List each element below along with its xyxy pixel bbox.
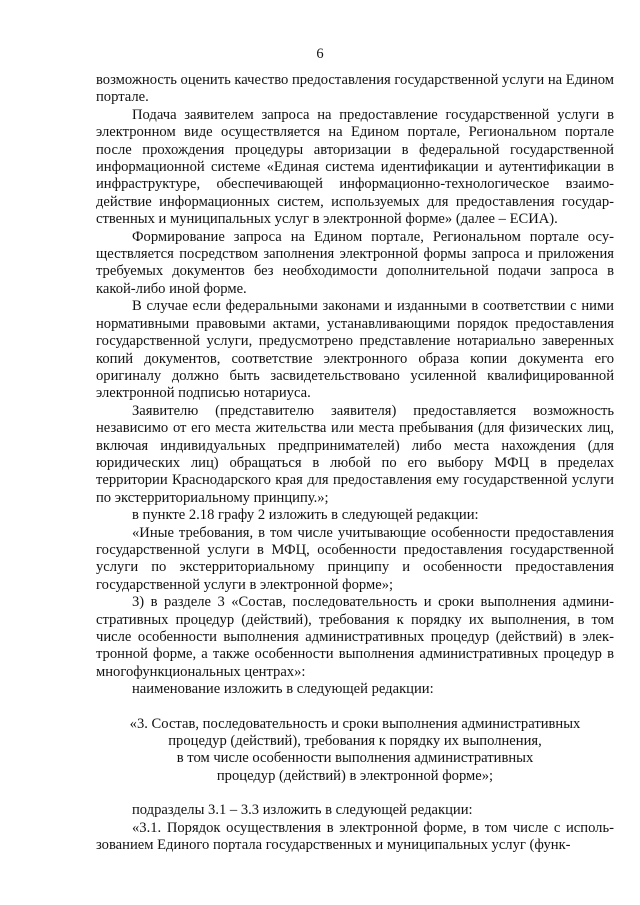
paragraph-other-requirements: «Иные требования, в том числе учитывающие особенности предоставления государственной услуги в МФЦ, особенности предоставления государственной услуги по экстерриториальному принципу и особенности предоставления государственной услуги в электронной форме»; — [96, 524, 614, 593]
heading-line: «3. Состав, последовательность и сроки выполнения административных — [129, 715, 581, 732]
paragraph-subsections-instruction: подразделы 3.1 – 3.3 изложить в следующей редакции: — [132, 802, 473, 819]
paragraph-item-2-18: в пункте 2.18 графу 2 изложить в следующей редакции: — [132, 507, 479, 524]
paragraph-section-3: 3) в разделе 3 «Состав, последовательность и сроки выполнения административных процедур (действий), требования к порядку их выполнения, в том числе особенности выполнения административных процедур (действий) в электронной форме, а также особенности выполнения административных процедур в многофункциональных центрах»: — [96, 594, 614, 680]
heading-line: процедур (действий) в электронной форме»; — [216, 767, 494, 784]
paragraph-mfc-choice: Заявителю (представителю заявителя) предоставляется возможность независимо от его места жительства или места пребывания (для физических лиц, включая индивидуальных предпринимателей) либо места нахождения (для юридических лиц) обращаться в любой по его выбору МФЦ в пределах территории Краснодарского края для предоставления ему государственной услуги по экстерриториальному принципу.»; — [96, 402, 614, 506]
paragraph-continuation: возможность оценить качество предоставления государственной услуги на Едином портале. — [96, 72, 614, 106]
heading-line: в том числе особенности выполнения административных — [176, 750, 534, 767]
paragraph-notary: В случае если федеральными законами и изданными в соответствии с ними нормативными правовыми актами, устанавливающими порядок предоставления государственной услуги, предусмотрено представление нотариально заверенных копий документов, соответствие электронного образа копии документа его оригиналу должно быть засвидетельствовано усиленной квалифицированной электронной подписью нотариуса. — [96, 298, 614, 402]
section-3-heading — [96, 716, 614, 786]
paragraph-esia: Подача заявителем запроса на предоставление государственной услуги в электронном виде осуществляется на Едином портале, Региональном портале после прохождения процедуры авторизации в федеральной государственной информационной системе «Единая система идентификации и аутентификации в инфраструктуре, обеспечивающей информационно-технологическое взаимодействие информационных систем, используемых для предоставления государственных и муниципальных услуг в электронной форме» (далее – ЕСИА). — [96, 106, 614, 228]
paragraph-title-instruction: наименование изложить в следующей редакции: — [132, 681, 434, 698]
paragraph-request-form: Формирование запроса на Едином портале, Региональном портале осуществляется посредством заполнения электронной формы запроса и приложения требуемых документов без необходимости дополнительной подачи запроса в какой-либо иной форме. — [96, 228, 614, 297]
heading-line: процедур (действий), требования к порядку их выполнения, — [168, 733, 542, 750]
paragraph-3-1: «3.1. Порядок осуществления в электронной форме, в том числе с использованием Единого портала государственных и муниципальных услуг (функ- — [96, 819, 614, 854]
document-body — [96, 72, 614, 854]
page-number: 6 — [316, 46, 324, 62]
